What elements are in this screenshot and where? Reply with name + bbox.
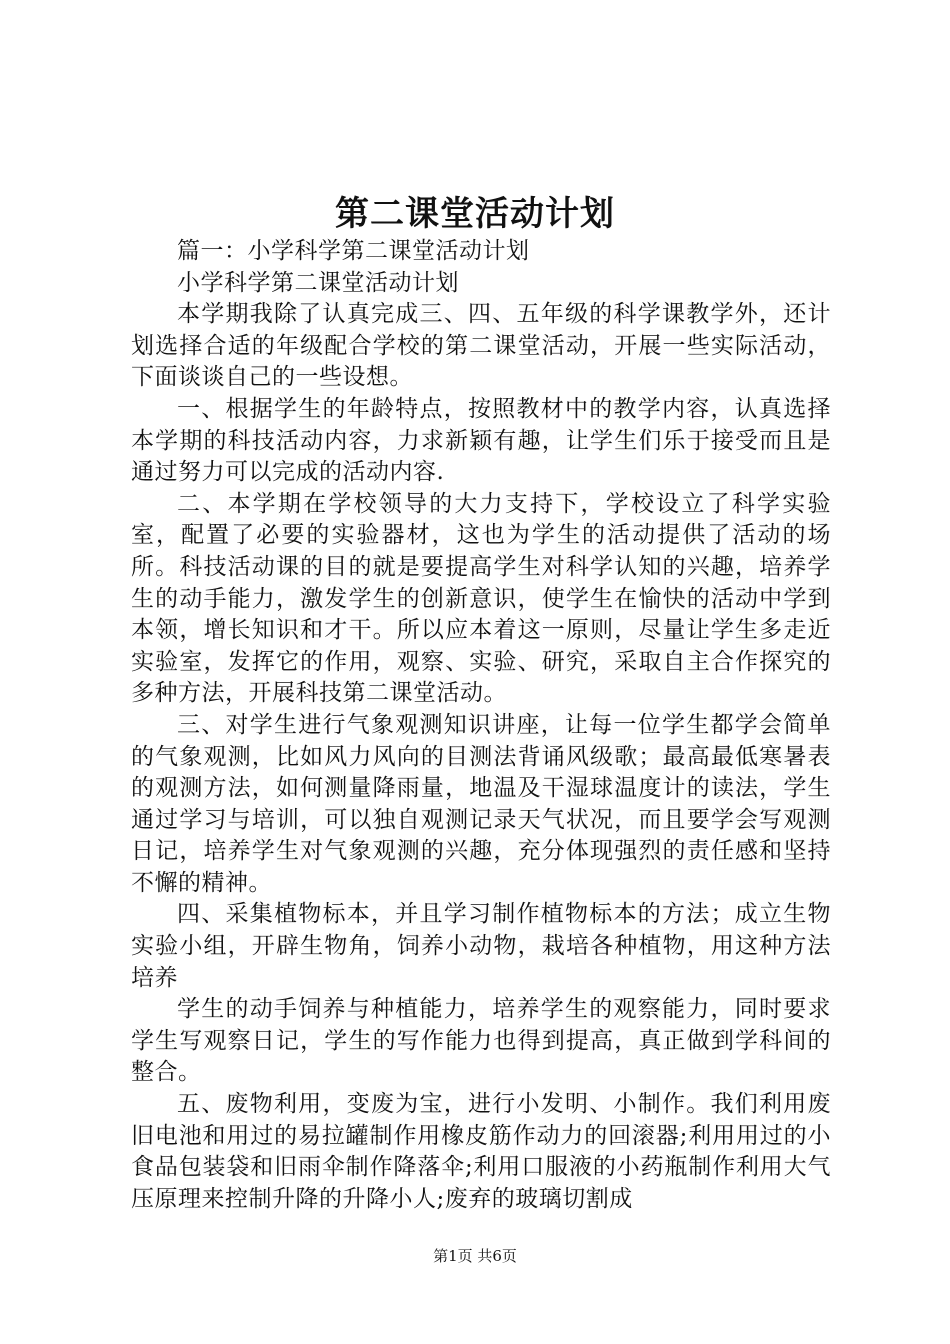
paragraph-subtitle: 小学科学第二课堂活动计划 [177,269,459,296]
document-title: 第二课堂活动计划 [335,194,615,234]
paragraph-item-2: 二、本学期在学校领导的大力支持下，学校设立了科学实验室，配置了必要的实验器材，这也为学生的活动提供了活动的场所。科技活动课的目的就是要提高学生对科学认知的兴趣，培养学生的动手能力，激发学生的创新意识，使学生在愉快的活动中学到本领，增长知识和才干。所以应本着这一原则，尽量让学生多走近实验室，发挥它的作用，观察、实验、研究，采取自主合作探究的多种方法，开展科技第二课堂活动。 [131,490,831,707]
paragraph-heading: 篇一：小学科学第二课堂活动计划 [177,238,530,264]
paragraph-item-5: 五、废物利用，变废为宝，进行小发明、小制作。我们利用废旧电池和用过的易拉罐制作用橡皮筋作动力的回滚器;利用用过的小食品包装袋和旧雨伞制作降落伞;利用口服液的小药瓶制作利用大气压原理来控制升降的升降小人;废弃的玻璃切割成 [131,1091,831,1212]
document-body [131,236,831,1215]
page-footer: 第1页 共6页 [433,1247,517,1265]
paragraph-intro: 本学期我除了认真完成三、四、五年级的科学课教学外，还计划选择合适的年级配合学校的第二课堂活动，开展一些实际活动，下面谈谈自己的一些设想。 [131,301,831,391]
paragraph-item-1: 一、根据学生的年龄特点，按照教材中的教学内容，认真选择本学期的科技活动内容，力求新颖有趣，让学生们乐于接受而且是通过努力可以完成的活动内容. [131,395,831,486]
paragraph-item-4: 四、采集植物标本，并且学习制作植物标本的方法；成立生物实验小组，开辟生物角，饲养小动物，栽培各种植物，用这种方法培养 [131,901,831,991]
paragraph-item-3: 三、对学生进行气象观测知识讲座，让每一位学生都学会简单的气象观测，比如风力风向的目测法背诵风级歌；最高最低寒暑表的观测方法，如何测量降雨量，地温及干湿球温度计的读法，学生通过学习与培训，可以独自观测记录天气状况，而且要学会写观测日记，培养学生对气象观测的兴趣，充分体现强烈的责任感和坚持不懈的精神。 [131,711,831,896]
paragraph-item-4-continued: 学生的动手饲养与种植能力，培养学生的观察能力，同时要求学生写观察日记，学生的写作能力也得到提高，真正做到学科间的整合。 [131,996,831,1086]
